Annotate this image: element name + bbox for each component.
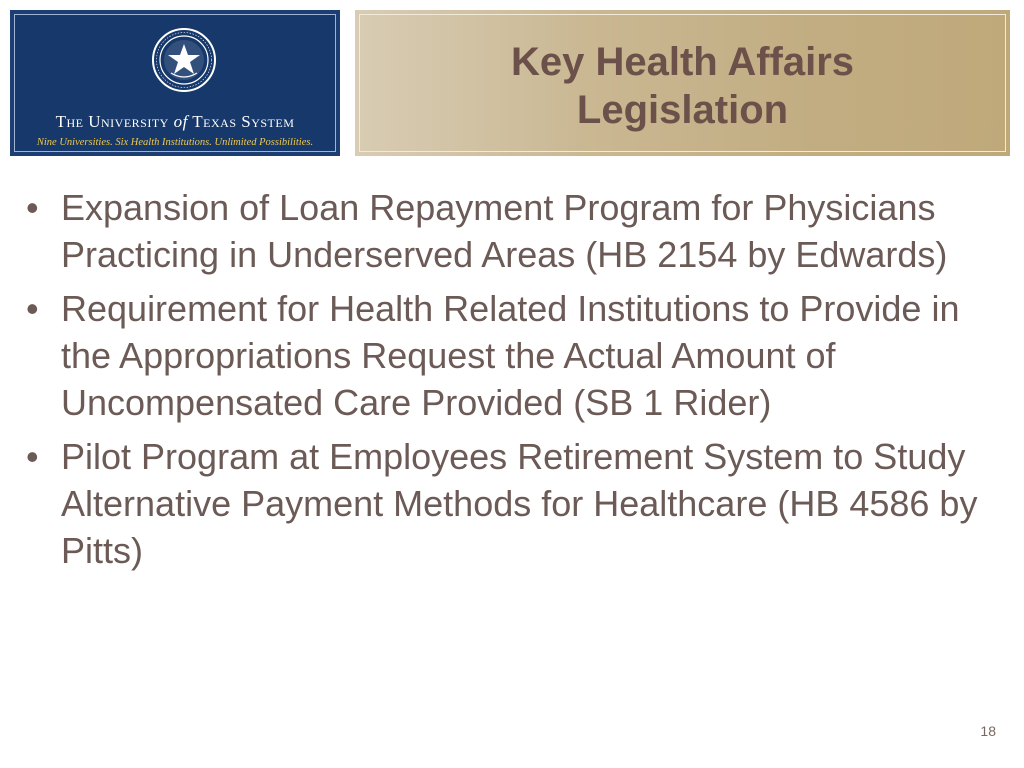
bullet-text: Expansion of Loan Repayment Program for Physicians Practicing in Underserved Areas (HB 2154 by Edwards) (61, 187, 948, 275)
university-logo (10, 10, 340, 156)
slide-title-line-1: Key Health Affairs (510, 40, 855, 84)
logo-frame (14, 14, 336, 152)
university-seal-icon (151, 27, 217, 93)
bullet-list (24, 184, 994, 581)
slide-title-line-2: Legislation (576, 88, 789, 132)
bullet-text: Pilot Program at Employees Retirement System to Study Alternative Payment Methods for Healthcare (HB 4586 by Pitts) (61, 436, 978, 571)
bullet-text: Requirement for Health Related Institutions to Provide in the Appropriations Request the Actual Amount of Uncompensated Care Provided (SB 1 Rider) (61, 288, 960, 423)
bullet-icon: • (26, 288, 39, 329)
page-number: 18 (980, 723, 996, 739)
title-panel (355, 10, 1010, 156)
bullet-icon: • (26, 436, 39, 477)
logo-title: The University of Texas System (55, 112, 295, 131)
bullet-icon: • (26, 187, 39, 228)
bullet-item (24, 285, 994, 426)
logo-tagline: Nine Universities. Six Health Institutions. Unlimited Possibilities. (36, 137, 314, 148)
bullet-item (24, 184, 994, 278)
bullet-item (24, 433, 994, 574)
slide-title (355, 38, 1010, 134)
